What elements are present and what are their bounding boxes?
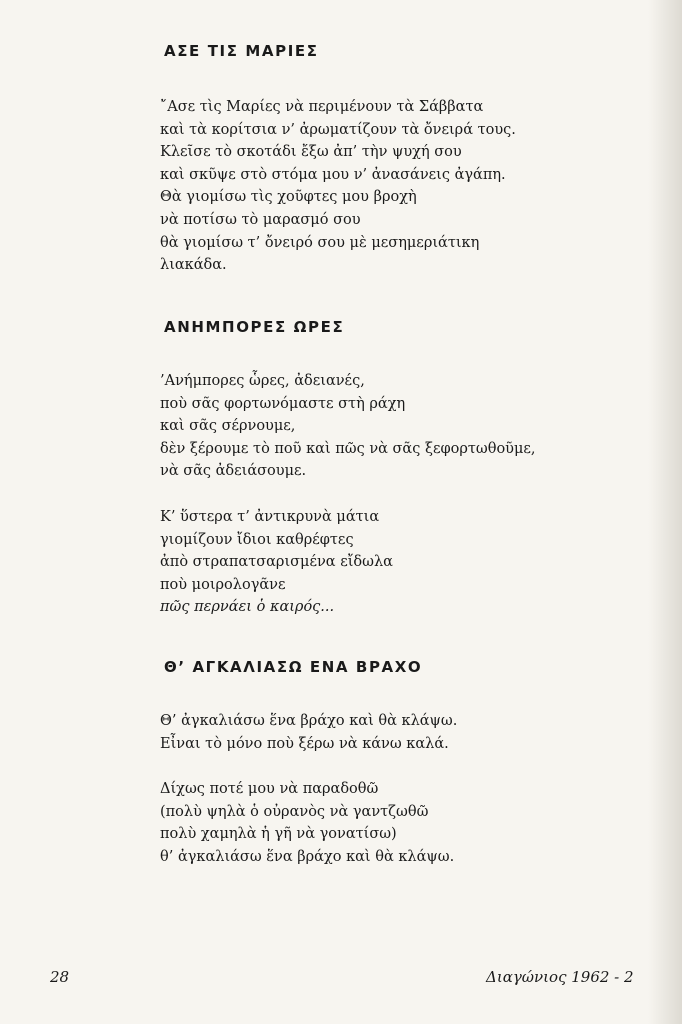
stanza xyxy=(160,778,590,868)
poem-th-agkaliaso-ena-vraxo xyxy=(160,658,590,869)
poem-line: Κ’ ὕστερα τ’ ἀντικρυνὰ μάτια xyxy=(160,508,380,525)
poem-line: ποὺ μοιρολογᾶνε xyxy=(160,576,286,593)
poem-line: πολὺ χαμηλὰ ἡ γῆ νὰ γονατίσω) xyxy=(160,826,397,843)
poem-line: Εἶναι τὸ μόνο ποὺ ξέρω νὰ κάνω καλά. xyxy=(160,735,449,752)
stanza xyxy=(160,96,590,277)
poem-line: λιακάδα. xyxy=(160,257,227,274)
stanza-break xyxy=(160,483,590,506)
page-number: 28 xyxy=(50,968,70,986)
poem-line: νὰ σᾶς ἀδειάσουμε. xyxy=(160,463,307,480)
stanza xyxy=(160,710,590,755)
poem-line: θ’ ἀγκαλιάσω ἕνα βράχο καὶ θὰ κλάψω. xyxy=(160,848,455,865)
poem-line: Δίχως ποτέ μου νὰ παραδοθῶ xyxy=(160,781,379,798)
poem-line: Θὰ γιομίσω τὶς χοῦφτες μου βροχὴ xyxy=(160,189,417,206)
stanza xyxy=(160,370,590,483)
poem-title: Θ’ ΑΓΚΑΛΙΑΣΩ ΕΝΑ ΒΡΑΧΟ xyxy=(164,658,423,676)
poem-line: ῎Ασε τὶς Μαρίες νὰ περιμένουν τὰ Σάββατα xyxy=(160,99,484,115)
poem-line: Κλεῖσε τὸ σκοτάδι ἔξω ἀπ’ τὴν ψυχή σου xyxy=(160,144,462,161)
journal-footer: Διαγώνιος 1962 - 2 xyxy=(486,968,634,986)
poem-line: καὶ σᾶς σέρνουμε, xyxy=(160,418,296,435)
poem-ase-tis-maries xyxy=(160,42,590,277)
poem-title: ΑΣΕ ΤΙΣ ΜΑΡΙΕΣ xyxy=(164,42,319,60)
poem-line: δὲν ξέρουμε τὸ ποῦ καὶ πῶς νὰ σᾶς ξεφορτωθοῦμε, xyxy=(160,440,536,457)
poem-animpores-ores xyxy=(160,318,590,619)
poem-line: ποὺ σᾶς φορτωνόμαστε στὴ ράχη xyxy=(160,395,406,412)
poem-line: Θ’ ἀγκαλιάσω ἕνα βράχο καὶ θὰ κλάψω. xyxy=(160,713,458,729)
poem-line: νὰ ποτίσω τὸ μαρασμό σου xyxy=(160,211,361,228)
poem-line: (πολὺ ψηλὰ ὁ οὐρανὸς νὰ γαντζωθῶ xyxy=(160,803,429,820)
poem-line: ’Ανήμπορες ὧρες, ἀδειανές, xyxy=(160,373,365,389)
poem-line: γιομίζουν ἴδιοι καθρέφτες xyxy=(160,531,354,548)
poem-title: ΑΝΗΜΠΟΡΕΣ ΩΡΕΣ xyxy=(164,318,345,336)
poem-line: θὰ γιομίσω τ’ ὄνειρό σου μὲ μεσημεριάτικη xyxy=(160,234,480,251)
poem-line: πῶς περνάει ὁ καιρός... xyxy=(160,599,335,616)
poem-line: ἀπὸ στραπατσαρισμένα εἴδωλα xyxy=(160,554,393,571)
stanza xyxy=(160,506,590,619)
poem-line: καὶ τὰ κορίτσια ν’ ἀρωματίζουν τὰ ὄνειρά τους. xyxy=(160,121,516,138)
stanza-break xyxy=(160,755,590,778)
page-edge-shadow xyxy=(648,0,682,1024)
poem-line: καὶ σκῦψε στὸ στόμα μου ν’ ἀνασάνεις ἀγάπη. xyxy=(160,166,506,183)
